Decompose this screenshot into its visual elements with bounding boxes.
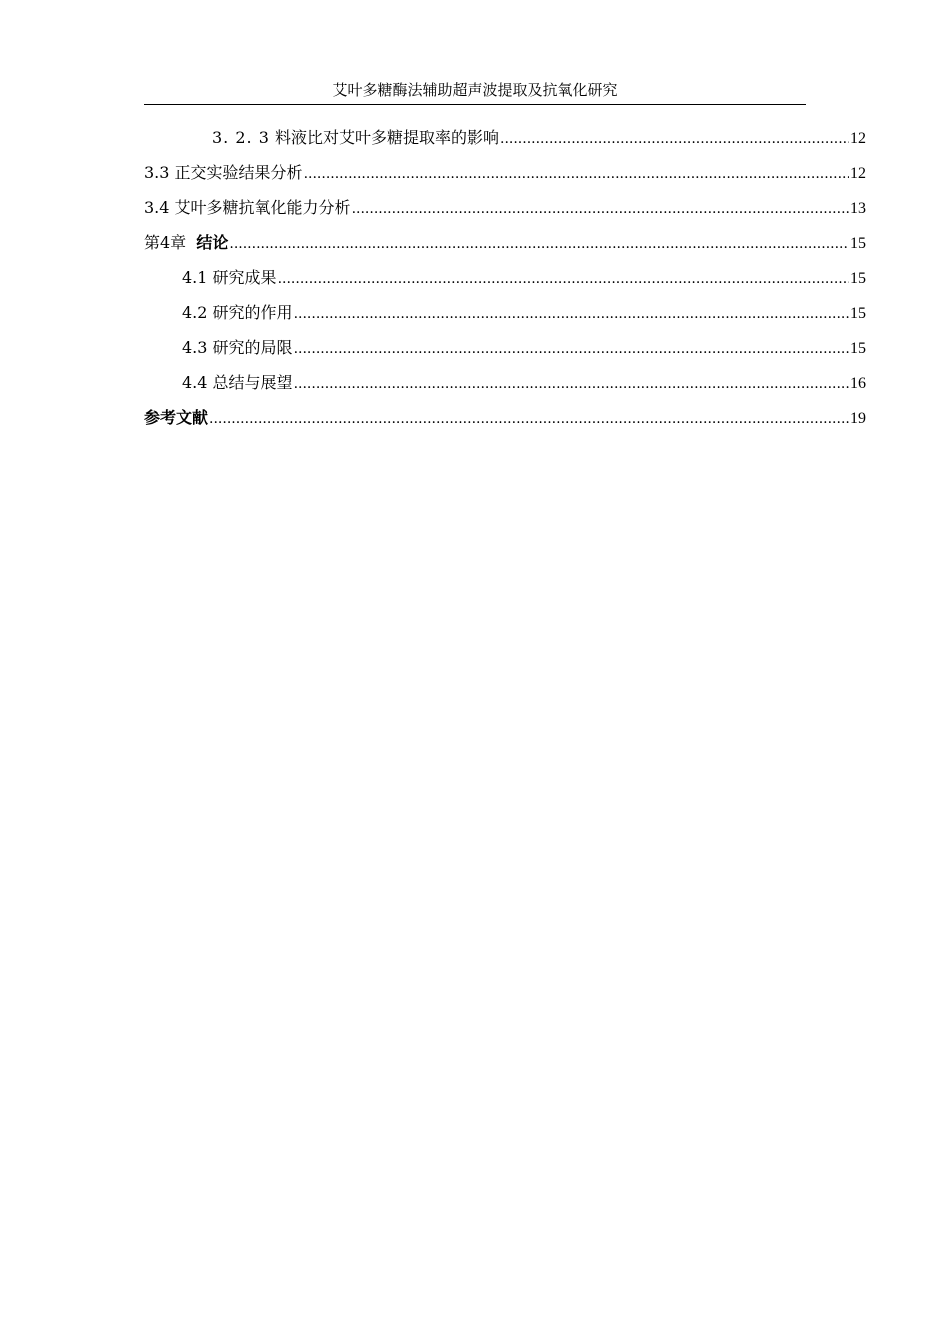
toc-entry-text — [144, 225, 228, 260]
toc-entry-number: 3.4 — [144, 198, 170, 217]
page-header — [144, 78, 806, 105]
toc-entry-label: 研究的局限 — [212, 338, 293, 357]
toc-entry-number: 第4章 — [144, 233, 187, 252]
toc-entry-3-2-3[interactable] — [144, 120, 866, 155]
toc-entry-number: 3. 2. 3 — [212, 128, 270, 147]
toc-entry-3-4[interactable] — [144, 190, 866, 225]
toc-dot-leader — [294, 367, 849, 402]
toc-entry-label: 总结与展望 — [212, 373, 293, 392]
toc-entry-text — [182, 365, 293, 400]
toc-entry-4-4[interactable] — [144, 365, 866, 400]
toc-dot-leader — [278, 262, 849, 297]
toc-entry-chapter-4[interactable] — [144, 225, 866, 260]
toc-entry-text — [182, 260, 277, 295]
toc-entry-text — [144, 155, 303, 190]
toc-entry-number: 3.3 — [144, 163, 170, 182]
toc-page-number: 12 — [850, 165, 866, 182]
toc-dot-leader — [500, 122, 849, 157]
toc-page-number: 15 — [850, 305, 866, 322]
toc-page-number: 15 — [850, 340, 866, 357]
toc-entry-label: 研究成果 — [212, 268, 277, 287]
toc-page-number: 12 — [850, 130, 866, 147]
toc-entry-label: 结论 — [196, 233, 229, 252]
toc-dot-leader — [352, 192, 849, 227]
header-title: 艾叶多糖酶法辅助超声波提取及抗氧化研究 — [332, 81, 618, 99]
toc-page-number: 13 — [850, 200, 866, 217]
toc-page-number: 19 — [850, 410, 866, 427]
toc-entry-text — [182, 330, 293, 365]
toc-entry-label: 研究的作用 — [212, 303, 293, 322]
toc-entry-text — [144, 400, 208, 435]
toc-entry-4-3[interactable] — [144, 330, 866, 365]
toc-entry-number: 4.3 — [182, 338, 208, 357]
toc-dot-leader — [209, 402, 849, 437]
toc-entry-number: 4.2 — [182, 303, 208, 322]
toc-dot-leader — [294, 297, 849, 332]
table-of-contents — [144, 120, 866, 435]
toc-entry-number: 4.1 — [182, 268, 208, 287]
toc-page-number: 15 — [850, 270, 866, 287]
toc-entry-4-2[interactable] — [144, 295, 866, 330]
toc-entry-text — [144, 190, 351, 225]
toc-entry-label: 料液比对艾叶多糖提取率的影响 — [274, 128, 499, 147]
toc-dot-leader — [229, 227, 849, 262]
toc-entry-references[interactable] — [144, 400, 866, 435]
toc-entry-label: 艾叶多糖抗氧化能力分析 — [174, 198, 351, 217]
toc-page-number: 16 — [850, 375, 866, 392]
toc-page-number: 15 — [850, 235, 866, 252]
toc-entry-number: 4.4 — [182, 373, 208, 392]
toc-dot-leader — [304, 157, 849, 192]
toc-entry-3-3[interactable] — [144, 155, 866, 190]
toc-entry-text — [182, 295, 293, 330]
toc-dot-leader — [294, 332, 849, 367]
toc-entry-label: 正交实验结果分析 — [174, 163, 303, 182]
toc-entry-4-1[interactable] — [144, 260, 866, 295]
toc-entry-text — [212, 120, 499, 155]
toc-entry-label: 参考文献 — [144, 408, 209, 427]
